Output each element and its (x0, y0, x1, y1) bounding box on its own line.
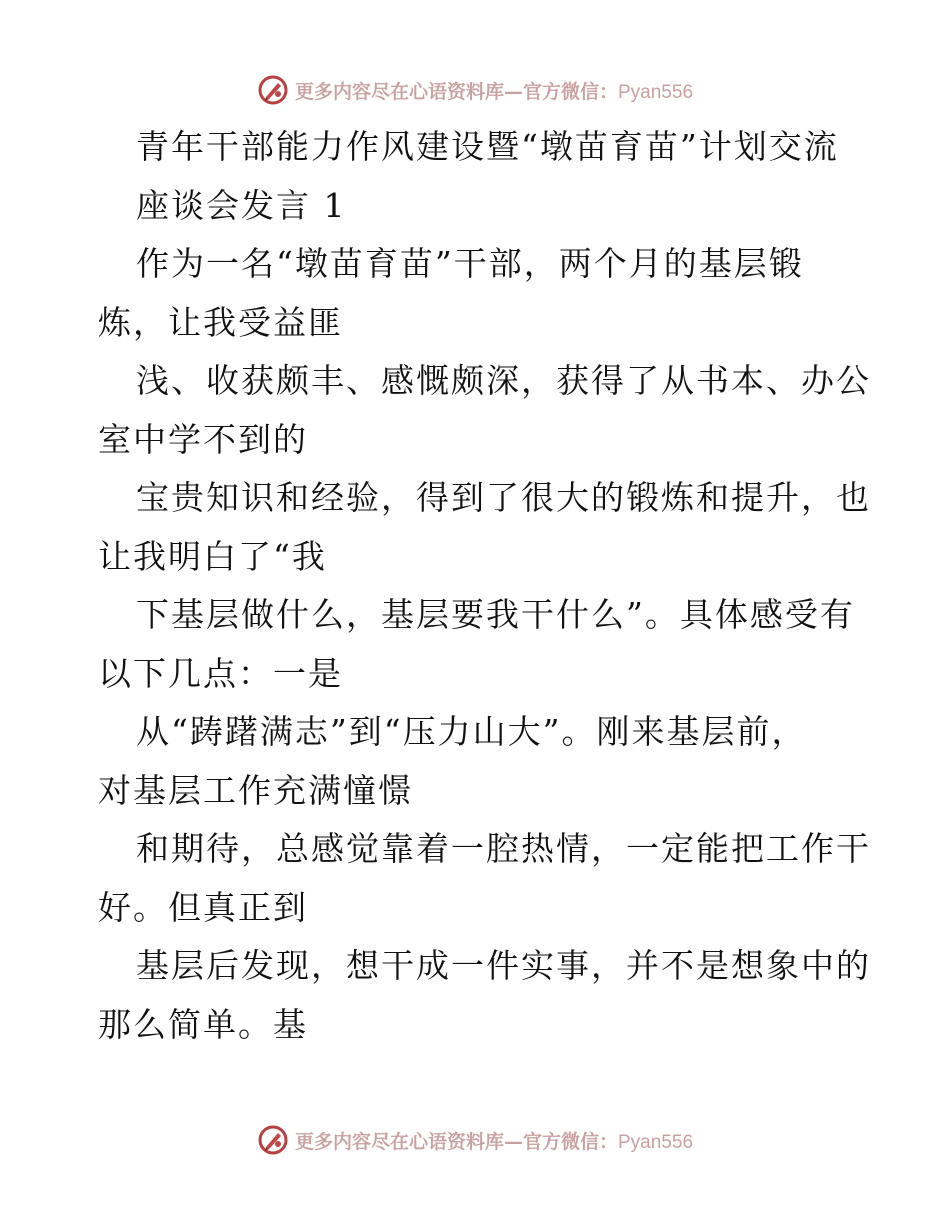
text-line: 青年干部能力作风建设暨“墩苗育苗”计划交流 (136, 127, 839, 166)
text-line: 好。但真正到 (98, 887, 308, 927)
footer-banner-text: 更多内容尽在心语资料库—官方微信：Pyan556 (294, 1130, 694, 1153)
header-wechat-id: Pyan556 (618, 81, 694, 103)
text-line: 从“踌躇满志”到“压力山大”。刚来基层前， (136, 712, 807, 751)
footer-banner (0, 1118, 950, 1162)
text-line: 那么简单。基 (98, 1004, 308, 1044)
footer-wechat-id: Pyan556 (618, 1131, 694, 1153)
pen-circle-logo-icon (257, 1124, 289, 1156)
pen-circle-logo-icon (257, 74, 289, 106)
document-body (98, 118, 871, 1054)
text-line: 炼，让我受益匪 (98, 302, 343, 342)
text-line: 下基层做什么，基层要我干什么”。具体感受有 (136, 595, 855, 634)
header-banner-text: 更多内容尽在心语资料库—官方微信：Pyan556 (294, 80, 694, 103)
text-line: 对基层工作充满憧憬 (98, 770, 413, 810)
text-line: 让我明白了“我 (98, 536, 327, 576)
text-line: 宝贵知识和经验，得到了很大的锻炼和提升，也 (136, 478, 871, 517)
text-line: 基层后发现，想干成一件实事，并不是想象中的 (136, 946, 871, 985)
text-line: 室中学不到的 (98, 419, 308, 459)
text-line: 座谈会发言 1 (136, 185, 347, 225)
header-banner (0, 68, 950, 112)
text-line: 浅、收获颇丰、感慨颇深，获得了从书本、办公 (136, 361, 871, 400)
text-line: 以下几点：一是 (98, 653, 343, 693)
text-line: 作为一名“墩苗育苗”干部，两个月的基层锻 (136, 244, 804, 283)
text-line: 和期待，总感觉靠着一腔热情，一定能把工作干 (136, 829, 871, 868)
